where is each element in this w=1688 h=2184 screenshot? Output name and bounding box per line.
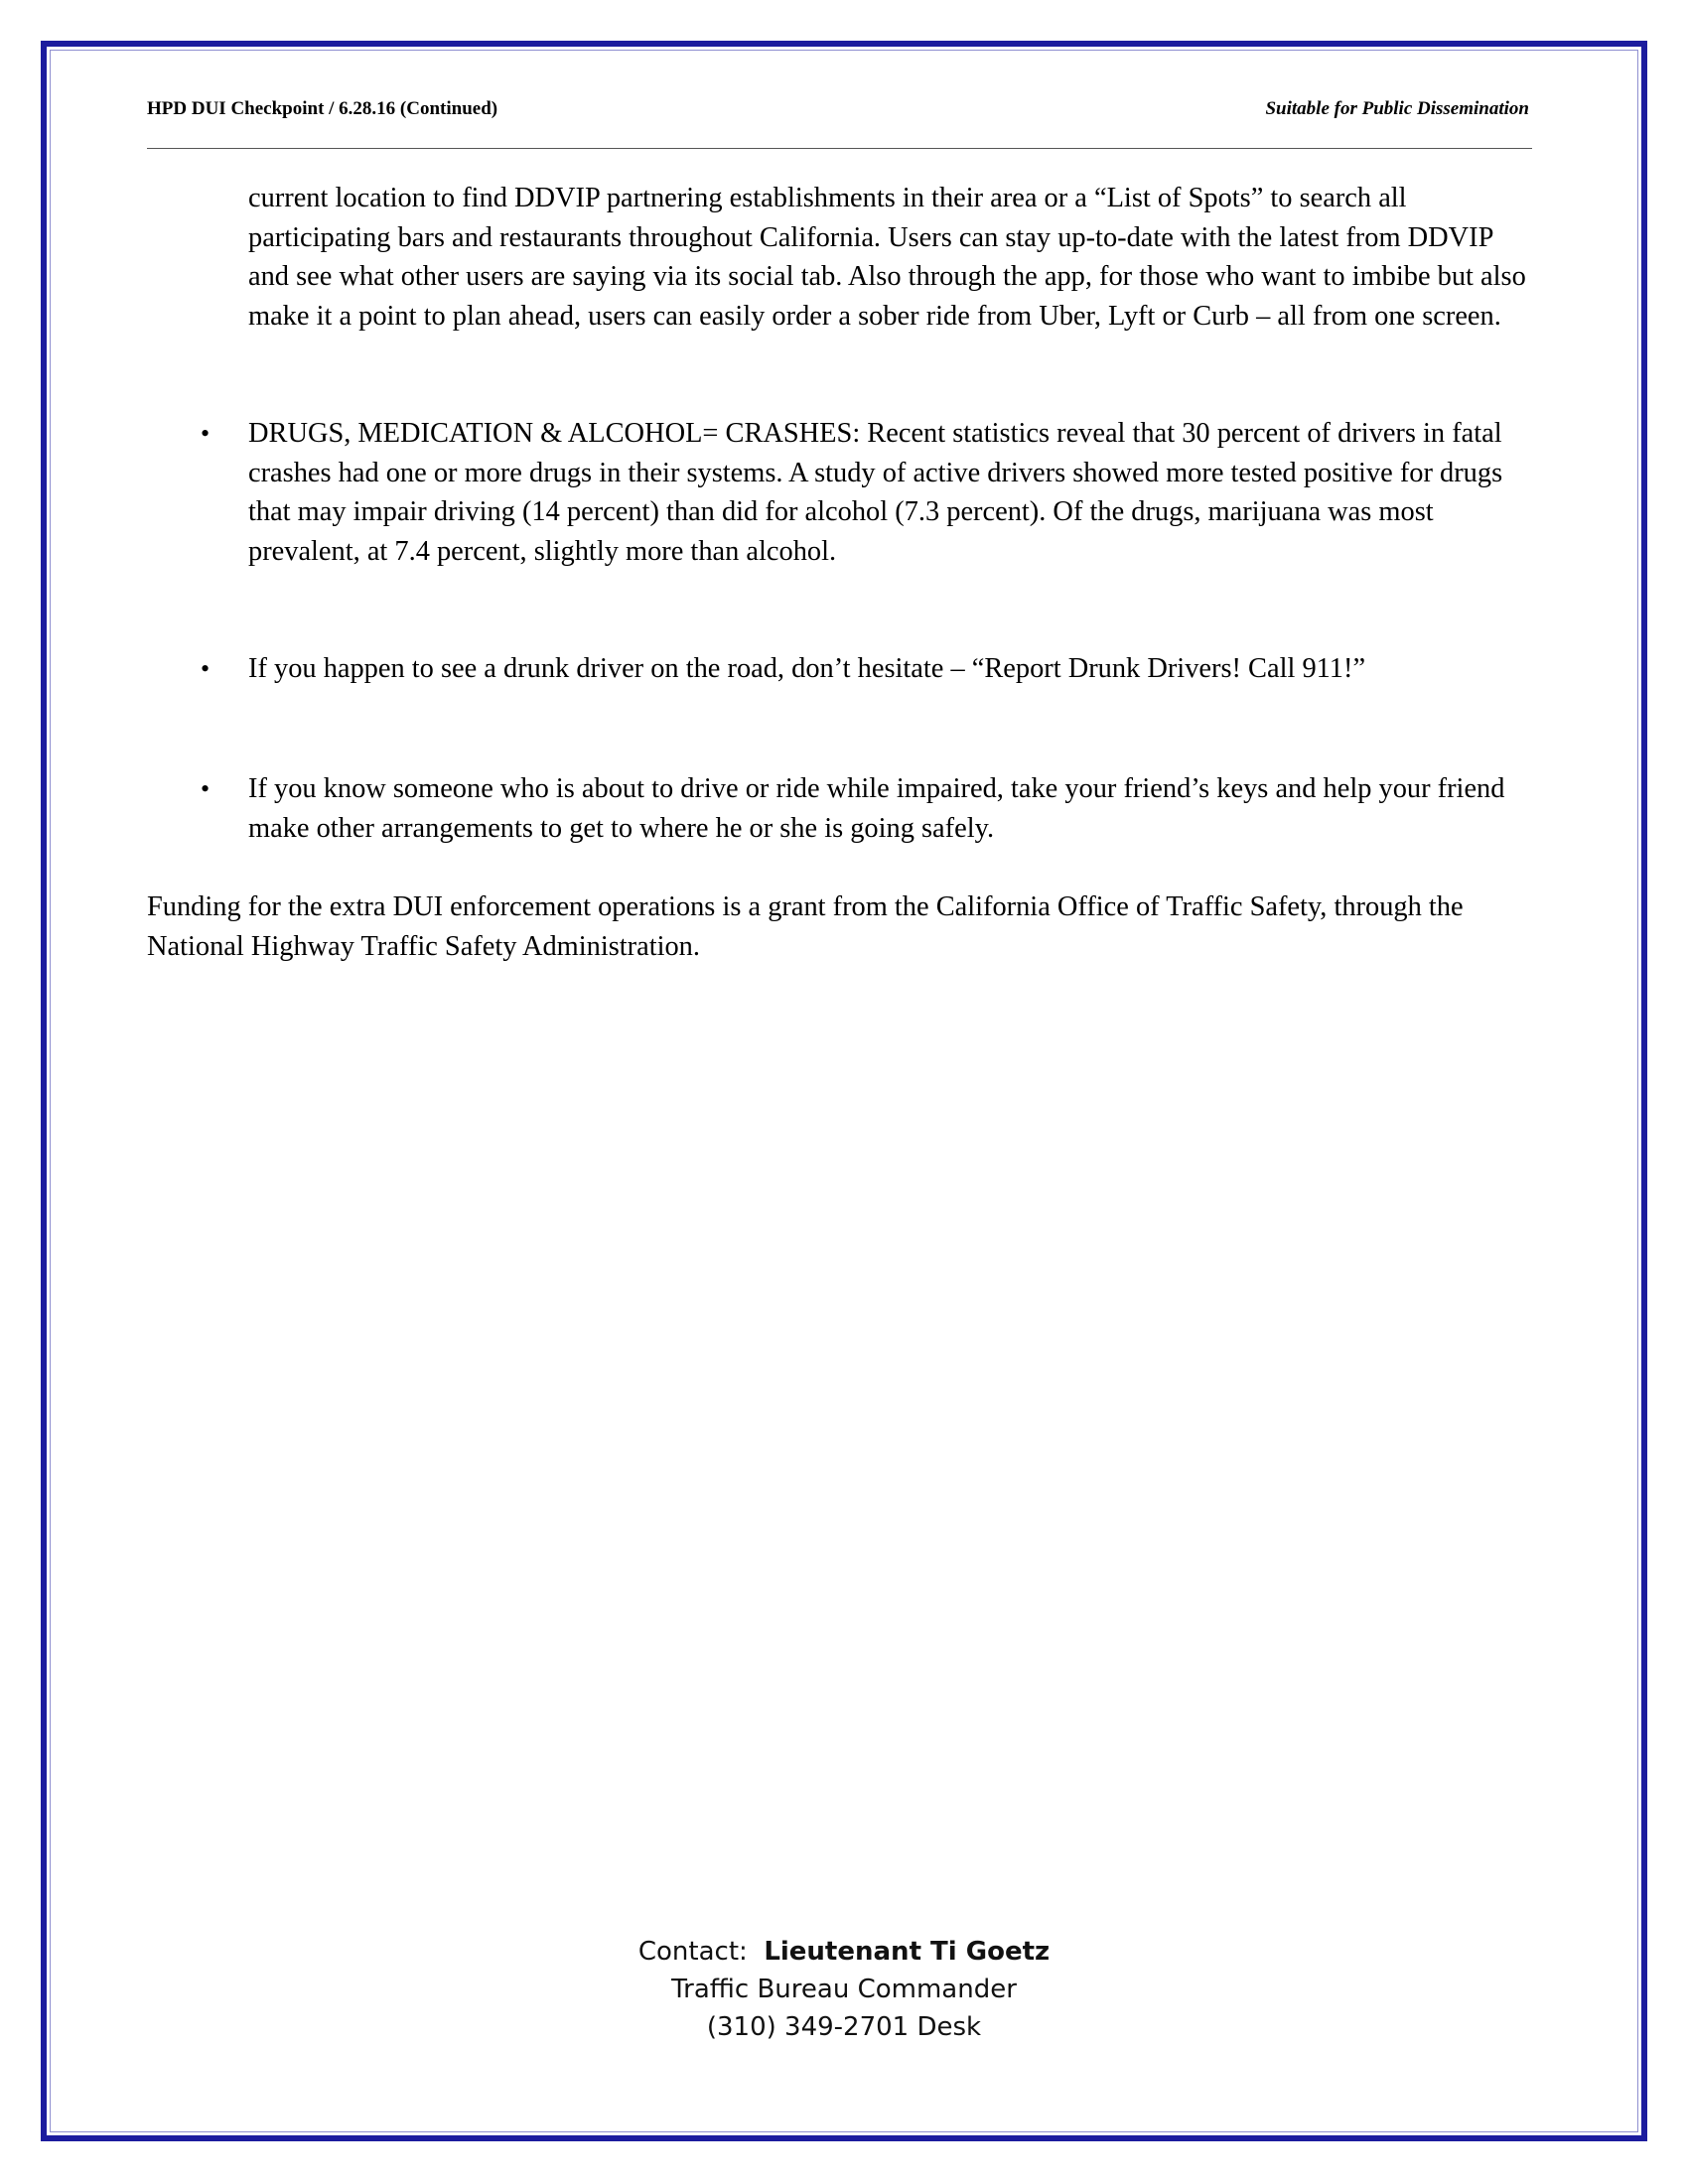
header-left-title: HPD DUI Checkpoint / 6.28.16 (Continued) [147,98,498,119]
bullet-icon: • [201,774,211,803]
page-border [41,41,1647,2141]
contact-line [0,1933,1688,1971]
bullet-text: If you know someone who is about to drive or ride while impaired, take your friend’s keys and help your friend make other arrangements to get to where he or she is going safely. [248,773,1505,844]
header-divider [147,148,1532,149]
funding-paragraph: Funding for the extra DUI enforcement operations is a grant from the California Office of Traffic Safety, through the National Highway Traffic Safety Administration. [147,891,1464,962]
bullet-item-report [201,649,1539,689]
contact-block [0,1933,1688,2046]
bullet-icon: • [201,654,211,683]
contact-phone: (310) 349-2701 Desk [706,2012,982,2042]
contact-label: Contact: [637,1937,748,1967]
bullet-text: DRUGS, MEDICATION & ALCOHOL= CRASHES: Recent statistics reveal that 30 percent of drivers in fatal crashes had one or more drugs in their systems. A study of active drivers showed more tested positive for drugs that may impair driving (14 percent) than did for alcohol (7.3 percent). Of the drugs, marijuana was most prevalent, at 7.4 percent, slightly more than alcohol. [248,418,1503,567]
bullet-icon: • [201,419,211,448]
bullet-text: If you happen to see a drunk driver on the road, don’t hesitate – “Report Drunk Drivers! Call 911!” [248,653,1366,684]
continued-paragraph: current location to find DDVIP partnering establishments in their area or a “List of Spots” to search all participating bars and restaurants throughout California. Users can stay up-to-date with the latest from DDVIP and see what other users are saying via its social tab. Also through the app, for those who want to imbibe but also make it a point to plan ahead, users can easily order a sober ride from Uber, Lyft or Curb – all from one screen. [248,183,1526,332]
contact-name: Lieutenant Ti Goetz [764,1937,1051,1967]
bullet-item-keys [201,769,1539,848]
bullet-item-drugs [201,414,1539,571]
contact-title: Traffic Bureau Commander [671,1975,1017,2004]
header-right-title: Suitable for Public Dissemination [1265,98,1529,119]
